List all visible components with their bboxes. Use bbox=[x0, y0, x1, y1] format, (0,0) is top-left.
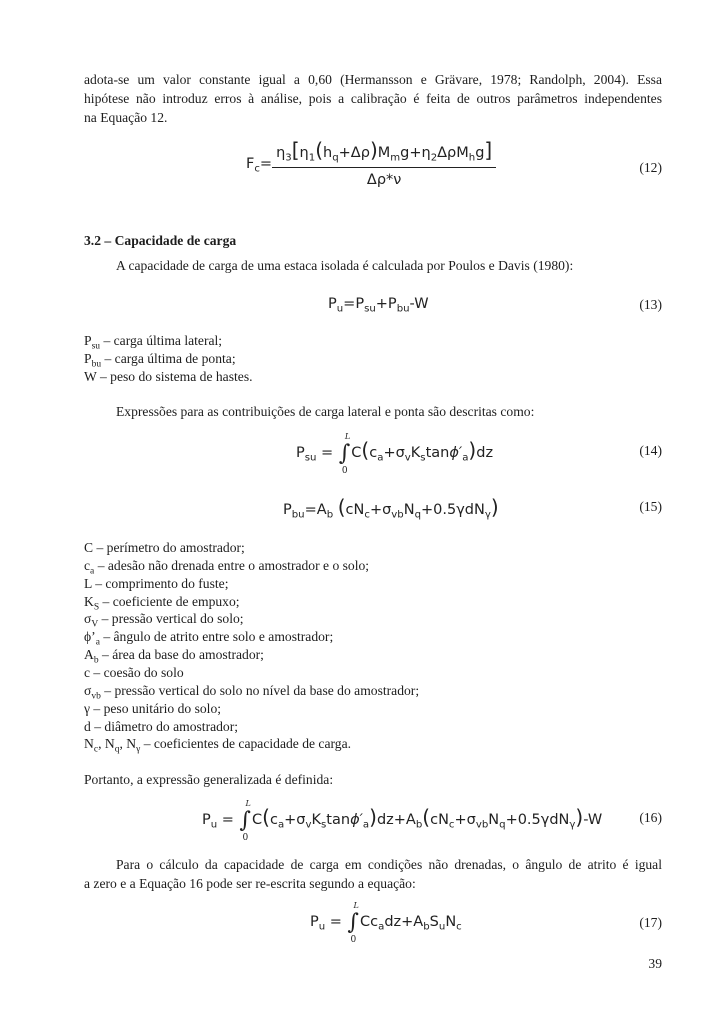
equation-12: $F_c=$ $\frac{\eta_3[\eta_1(h_q+\Delta\rho)M_mg+\eta_2\Delta\rho M_hg]}{\Delta\rho*\nu}$ bbox=[246, 140, 496, 188]
equation-number: (12) bbox=[639, 160, 662, 175]
definition-item: $P_{su}$ – carga última lateral; bbox=[84, 333, 223, 352]
definition-item: γ – peso unitário do solo; bbox=[84, 701, 222, 716]
definition-item: $\sigma_V$ – pressão vertical do solo; bbox=[84, 611, 244, 630]
equation-number: (13) bbox=[639, 297, 662, 312]
equation-14: $P_{su}$ = ∫ L 0 $C(c_a+\sigma_vK_s\tan\phi'_a)dz$ bbox=[296, 432, 494, 476]
equation-number: (16) bbox=[639, 810, 662, 825]
definition-item: $A_b$ – área da base do amostrador; bbox=[84, 647, 264, 666]
paragraph-text: A capacidade de carga de uma estaca isolada é calculada por Poulos e Davis (1980): bbox=[116, 258, 574, 273]
equation-number: (15) bbox=[639, 499, 662, 514]
equation-16: $P_u$ = ∫ L 0 $C(c_a+\sigma_vK_s\tan\phi'_a)dz+A_b(cN_c+\sigma_{vb}N_q+0.5\gamma dN_\gamma)-W$ bbox=[202, 799, 603, 843]
definition-item: $N_c$, $N_q$, $N_\gamma$ – coeficientes de capacidade de carga. bbox=[84, 736, 352, 755]
equation-17: $P_u$ = ∫ L 0 $Cc_adz+A_bS_uN_c$ bbox=[310, 901, 462, 945]
definition-item: d – diâmetro do amostrador; bbox=[84, 719, 239, 734]
definition-item: $c_a$ – adesão não drenada entre o amostrador e o solo; bbox=[84, 558, 370, 577]
definition-item: $\phi’_a$ – ângulo de atrito entre solo e amostrador; bbox=[84, 629, 334, 648]
definition-item: $K_S$ – coeficiente de empuxo; bbox=[84, 594, 240, 613]
definition-item: c – coesão do solo bbox=[84, 665, 184, 680]
equation-number: (14) bbox=[639, 443, 662, 458]
paragraph-text: Portanto, a expressão generalizada é definida: bbox=[84, 772, 334, 787]
equation-number: (17) bbox=[639, 915, 662, 930]
text-line: adota-se um valor constante igual a 0,60 (Hermansson e Grävare, 1978; Randolph, 2004). Essa bbox=[84, 72, 662, 87]
equation-15: $P_{bu}=A_b$ $(cN_c+\sigma_{vb}N_q+0.5\gamma dN_\gamma)$ bbox=[283, 495, 499, 521]
definition-item: L – comprimento do fuste; bbox=[84, 576, 229, 591]
paragraph-intro bbox=[84, 70, 662, 127]
page-number: 39 bbox=[648, 956, 662, 971]
definition-item: C – perímetro do amostrador; bbox=[84, 540, 245, 555]
text-line: a zero e a Equação 16 pode ser re-escrita segundo a equação: bbox=[84, 876, 416, 891]
text-line: hipótese não introduz erros à análise, pois a calibração é feita de outros parâmetros independentes bbox=[84, 91, 662, 106]
text-line: Para o cálculo da capacidade de carga em condições não drenadas, o ângulo de atrito é igual bbox=[116, 857, 662, 872]
text-line: na Equação 12. bbox=[84, 110, 168, 125]
section-heading: 3.2 – Capacidade de carga bbox=[84, 233, 237, 248]
paragraph-undrained bbox=[84, 855, 662, 893]
definition-item: $\sigma_{vb}$ – pressão vertical do solo no nível da base do amostrador; bbox=[84, 683, 420, 702]
definition-item: W – peso do sistema de hastes. bbox=[84, 369, 253, 384]
equation-13: $P_u=P_{su}+P_{bu}-W$ bbox=[328, 296, 429, 315]
paragraph-text: Expressões para as contribuições de carga lateral e ponta são descritas como: bbox=[116, 404, 535, 419]
definition-item: $P_{bu}$ – carga última de ponta; bbox=[84, 351, 236, 370]
